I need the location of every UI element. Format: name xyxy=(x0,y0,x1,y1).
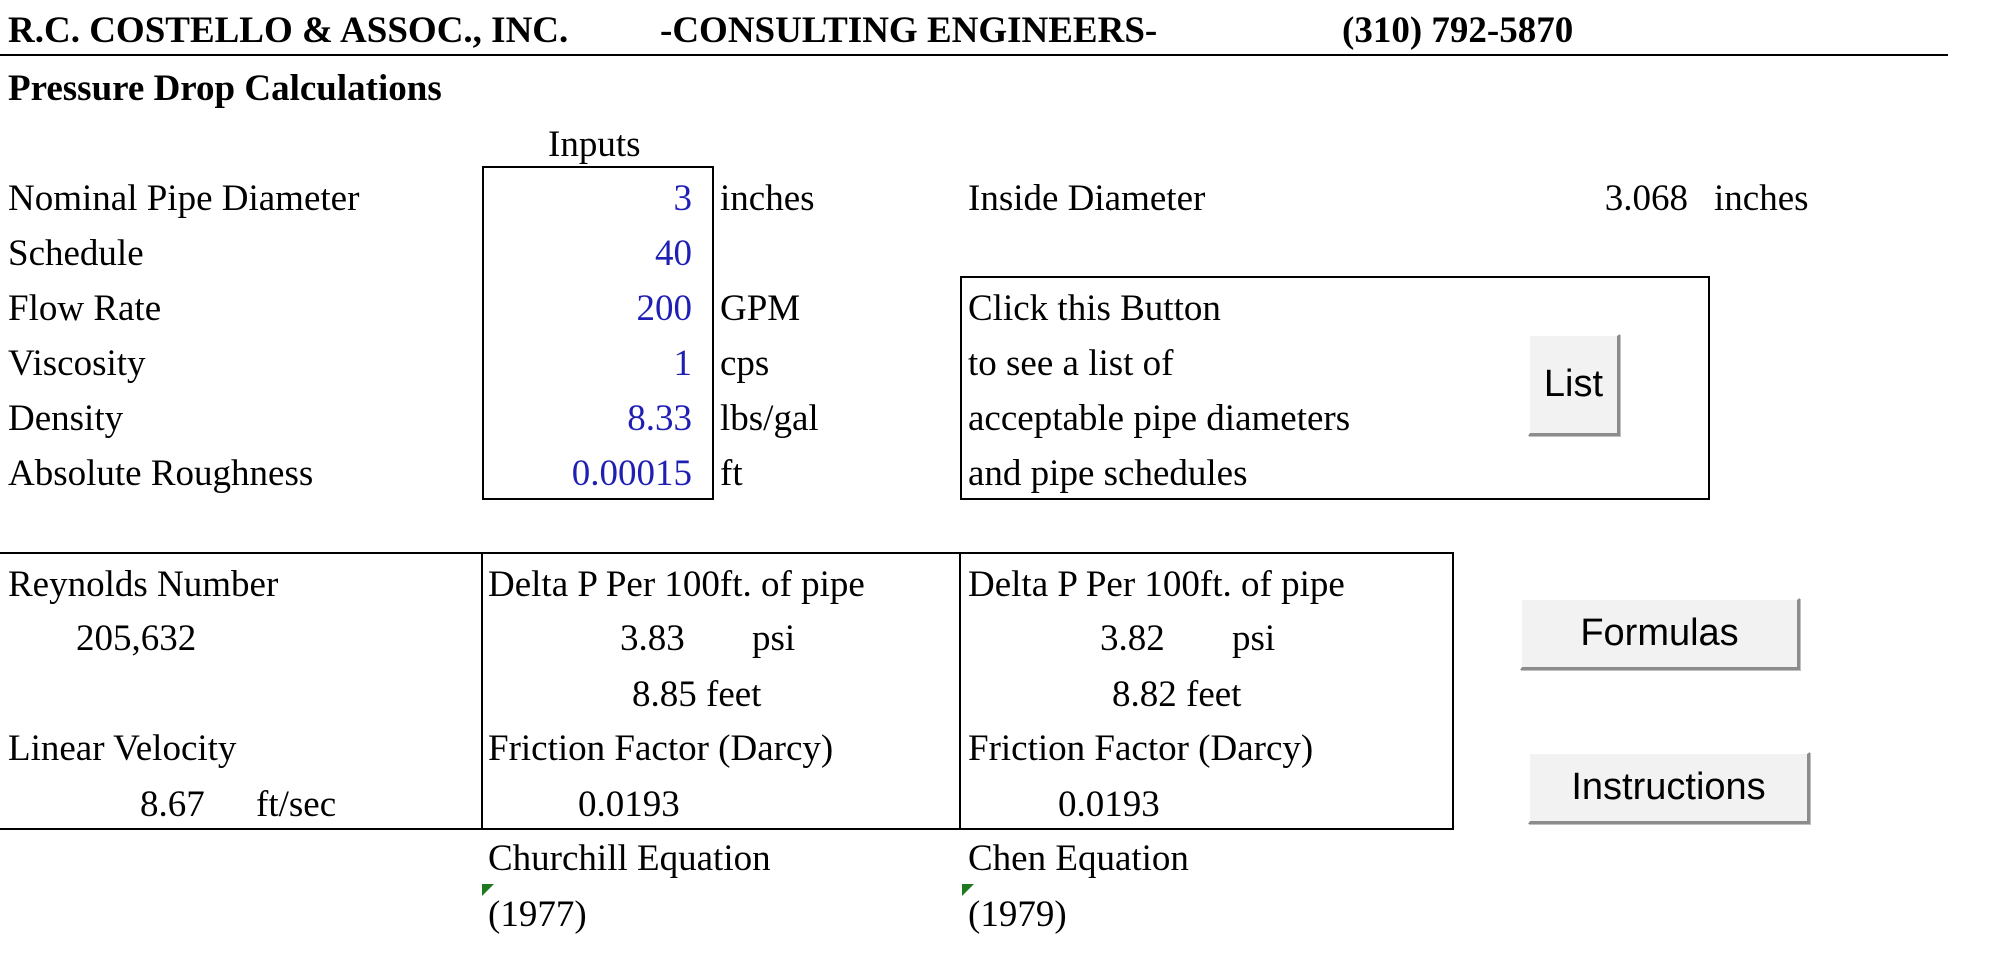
list-panel-line-1: Click this Button xyxy=(968,288,1221,329)
page-title: Pressure Drop Calculations xyxy=(8,68,442,109)
nominal-diameter-label: Nominal Pipe Diameter xyxy=(8,178,360,219)
churchill-dp-psi: 3.83 xyxy=(620,618,685,659)
company-phone: (310) 792-5870 xyxy=(1342,10,1574,51)
churchill-dp-label: Delta P Per 100ft. of pipe xyxy=(488,564,865,605)
chen-dp-feet: 8.82 feet xyxy=(1112,674,1242,715)
velocity-value: 8.67 xyxy=(140,784,205,825)
churchill-ff-label: Friction Factor (Darcy) xyxy=(488,728,834,769)
company-name: R.C. COSTELLO & ASSOC., INC. xyxy=(8,10,569,51)
reynolds-value: 205,632 xyxy=(76,618,197,659)
schedule-label: Schedule xyxy=(8,233,144,274)
flow-rate-unit: GPM xyxy=(720,288,801,329)
viscosity-label: Viscosity xyxy=(8,343,146,384)
inside-diameter-value: 3.068 xyxy=(1604,178,1688,219)
schedule-input[interactable]: 40 xyxy=(655,233,692,274)
velocity-unit: ft/sec xyxy=(256,784,337,825)
list-button[interactable]: List xyxy=(1528,334,1620,436)
churchill-psi-unit: psi xyxy=(752,618,796,659)
inside-diameter-unit: inches xyxy=(1714,178,1809,219)
inside-diameter-label: Inside Diameter xyxy=(968,178,1206,219)
flow-rate-input[interactable]: 200 xyxy=(636,288,692,329)
chen-dp-label: Delta P Per 100ft. of pipe xyxy=(968,564,1345,605)
chen-ff-value: 0.0193 xyxy=(1058,784,1160,825)
roughness-unit: ft xyxy=(720,453,743,494)
results-divider-1 xyxy=(481,552,483,830)
roughness-label: Absolute Roughness xyxy=(8,453,314,494)
list-panel-line-4: and pipe schedules xyxy=(968,453,1248,494)
chen-psi-unit: psi xyxy=(1232,618,1276,659)
churchill-dp-feet: 8.85 feet xyxy=(632,674,762,715)
roughness-input[interactable]: 0.00015 xyxy=(571,453,692,494)
header-divider xyxy=(0,54,1948,56)
nominal-diameter-unit: inches xyxy=(720,178,815,219)
density-input[interactable]: 8.33 xyxy=(627,398,692,439)
chen-dp-psi: 3.82 xyxy=(1100,618,1165,659)
chen-ff-label: Friction Factor (Darcy) xyxy=(968,728,1314,769)
inputs-heading: Inputs xyxy=(548,124,641,165)
churchill-ff-value: 0.0193 xyxy=(578,784,680,825)
instructions-button[interactable]: Instructions xyxy=(1528,752,1810,824)
churchill-equation-year: (1977) xyxy=(488,894,587,935)
viscosity-unit: cps xyxy=(720,343,770,384)
velocity-label: Linear Velocity xyxy=(8,728,237,769)
flow-rate-label: Flow Rate xyxy=(8,288,162,329)
density-unit: lbs/gal xyxy=(720,398,819,439)
viscosity-input[interactable]: 1 xyxy=(673,343,692,384)
company-tagline: -CONSULTING ENGINEERS- xyxy=(660,10,1158,51)
nominal-diameter-input[interactable]: 3 xyxy=(673,178,692,219)
formulas-button[interactable]: Formulas xyxy=(1520,598,1800,670)
chen-equation-name: Chen Equation xyxy=(968,838,1189,879)
churchill-equation-name: Churchill Equation xyxy=(488,838,771,879)
list-panel-line-2: to see a list of xyxy=(968,343,1174,384)
reynolds-label: Reynolds Number xyxy=(8,564,279,605)
results-divider-2 xyxy=(959,552,961,830)
list-panel-line-3: acceptable pipe diameters xyxy=(968,398,1351,439)
chen-equation-year: (1979) xyxy=(968,894,1067,935)
density-label: Density xyxy=(8,398,124,439)
